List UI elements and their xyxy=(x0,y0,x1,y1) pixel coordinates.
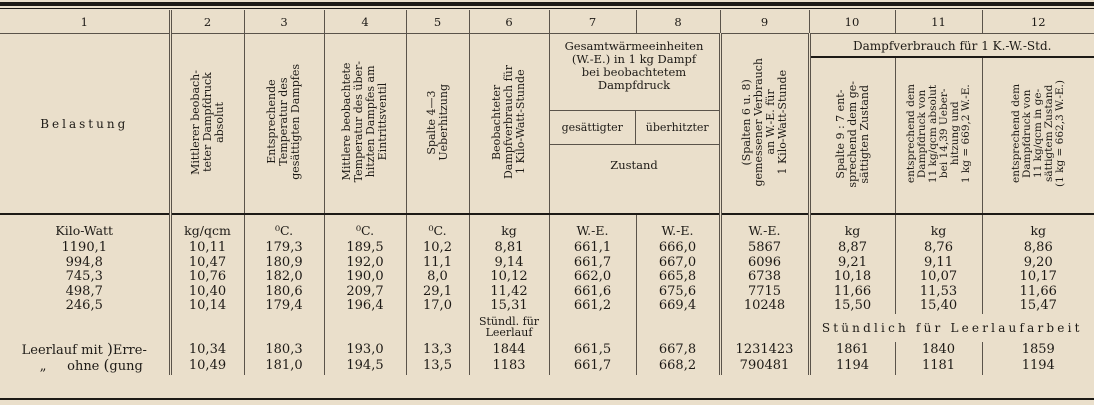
cell: 180,9 xyxy=(244,256,324,271)
cell: 1194 xyxy=(809,358,895,375)
cell: 10,14 xyxy=(170,299,244,314)
cell: 10,47 xyxy=(170,256,244,271)
table-row xyxy=(0,270,1094,285)
colnum-10: 10 xyxy=(809,10,895,34)
cell: 662,0 xyxy=(549,270,636,285)
cell: 1181 xyxy=(895,358,982,375)
colnum-11: 11 xyxy=(895,10,982,34)
cell: 669,4 xyxy=(636,299,720,314)
header-col4-text: Mittlere beobachtete Temperatur des über- hitzten Dampfes am Eintrittsventil xyxy=(340,61,389,183)
cell: 29,1 xyxy=(406,285,469,300)
cell: 6096 xyxy=(720,256,809,271)
cell: 10,18 xyxy=(809,270,895,285)
cell: 1859 xyxy=(982,342,1094,359)
cell: 189,5 xyxy=(324,241,406,256)
cell: 11,1 xyxy=(406,256,469,271)
unit: kg xyxy=(895,214,982,241)
cell: 196,4 xyxy=(324,299,406,314)
header-col1012-text: Dampfverbrauch für 1 K.-W.-Std. xyxy=(853,38,1052,53)
cell: 179,3 xyxy=(244,241,324,256)
cell: 9,20 xyxy=(982,256,1094,271)
cell: 15,31 xyxy=(469,299,549,314)
header-col3 xyxy=(244,34,324,215)
cell: 790481 xyxy=(720,358,809,375)
cell: 179,4 xyxy=(244,299,324,314)
cell: 11,53 xyxy=(895,285,982,300)
cell: 1844 xyxy=(469,342,549,359)
cell: 194,5 xyxy=(324,358,406,375)
colnum-12: 12 xyxy=(982,10,1094,34)
header-col12 xyxy=(982,57,1094,214)
cell: 181,0 xyxy=(244,358,324,375)
cell: 13,5 xyxy=(406,358,469,375)
header-belastung xyxy=(0,34,170,215)
unit: Kilo-Watt xyxy=(55,222,114,238)
cell: 661,1 xyxy=(549,241,636,256)
cell: 661,6 xyxy=(549,285,636,300)
cell: 10,40 xyxy=(170,285,244,300)
header-col9 xyxy=(720,34,809,215)
header-col10-text: Spalte 9 : 7 ent- sprechend dem ge- sättigten Zustand xyxy=(833,80,871,188)
note-col6: Stündl. für Leerlauf xyxy=(469,314,549,342)
belastung-label: Belastung xyxy=(40,117,129,131)
cell: 661,2 xyxy=(549,299,636,314)
cell: 180,3 xyxy=(244,342,324,359)
idle-note-row xyxy=(0,314,1094,342)
cell: 10,49 xyxy=(170,358,244,375)
colnum-7: 7 xyxy=(549,10,636,34)
header-col7-sub: gesättigter xyxy=(561,121,623,134)
cell: 665,8 xyxy=(636,270,720,285)
colnum-4: 4 xyxy=(324,10,406,34)
colnum-3: 3 xyxy=(244,10,324,34)
header-col6 xyxy=(469,34,549,215)
cell: 182,0 xyxy=(244,270,324,285)
cell: 10,2 xyxy=(406,241,469,256)
header-col11-text: entsprechend dem Dampfdruck von 11 kg/qcm absolut bei 14,39 Ueber- hitzung und 1 kg = 669,2 W.-E. xyxy=(904,84,972,184)
table-row xyxy=(0,256,1094,271)
table-row xyxy=(0,299,1094,314)
cell: 8,0 xyxy=(406,270,469,285)
unit: kg xyxy=(809,214,895,241)
cell: 9,14 xyxy=(469,256,549,271)
cell: 11,66 xyxy=(982,285,1094,300)
colnum-1: 1 xyxy=(0,10,170,34)
cell: 1231423 xyxy=(720,342,809,359)
cell: 10,12 xyxy=(469,270,549,285)
cell: 8,81 xyxy=(469,241,549,256)
cell: 193,0 xyxy=(324,342,406,359)
cell: 745,3 xyxy=(65,270,103,284)
cell: 661,5 xyxy=(549,342,636,359)
cell: 17,0 xyxy=(406,299,469,314)
cell: 668,2 xyxy=(636,358,720,375)
cell: 675,6 xyxy=(636,285,720,300)
table-row-idle-without xyxy=(0,358,1094,375)
unit: W.-E. xyxy=(720,214,809,241)
cell: 1840 xyxy=(895,342,982,359)
cell: 8,87 xyxy=(809,241,895,256)
cell: 10248 xyxy=(720,299,809,314)
cell: 246,5 xyxy=(65,299,103,313)
header-col78-group: Gesamtwärmeeinheiten (W.-E.) in 1 kg Dampf bei beobachtetem Dampfdruck xyxy=(564,39,704,92)
header-col3-text: Entsprechende Temperatur des gesättigten Dampfes xyxy=(265,64,302,180)
cell: 667,0 xyxy=(636,256,720,271)
cell: 5867 xyxy=(720,241,809,256)
units-row xyxy=(0,214,1094,241)
unit: ⁰C. xyxy=(324,214,406,241)
cell: 11,42 xyxy=(469,285,549,300)
cell: 15,50 xyxy=(809,299,895,314)
cell: 15,40 xyxy=(895,299,982,314)
cell: 190,0 xyxy=(324,270,406,285)
cell: 666,0 xyxy=(636,241,720,256)
cell: 1861 xyxy=(809,342,895,359)
cell: 10,17 xyxy=(982,270,1094,285)
cell: 661,7 xyxy=(549,256,636,271)
header-col1012-group xyxy=(809,34,1094,58)
cell: 1183 xyxy=(469,358,549,375)
colnum-9: 9 xyxy=(720,10,809,34)
header-zustand: Zustand xyxy=(550,144,719,185)
header-col10 xyxy=(809,57,895,214)
note-leerlaufarbeit: Stündlich für Leerlaufarbeit xyxy=(809,314,1094,342)
colnum-8: 8 xyxy=(636,10,720,34)
header-col6-text: Beobachteter Dampfverbrauch für 1 Kilo-Watt-Stunde xyxy=(490,64,527,179)
unit: kg xyxy=(469,214,549,241)
cell: 667,8 xyxy=(636,342,720,359)
cell: 9,11 xyxy=(895,256,982,271)
cell: 8,76 xyxy=(895,241,982,256)
header-row-top xyxy=(0,34,1094,58)
cell: 11,66 xyxy=(809,285,895,300)
colnum-5: 5 xyxy=(406,10,469,34)
header-col5 xyxy=(406,34,469,215)
cell: 13,3 xyxy=(406,342,469,359)
cell: 8,86 xyxy=(982,241,1094,256)
unit: ⁰C. xyxy=(406,214,469,241)
cell: 10,11 xyxy=(170,241,244,256)
cell: 498,7 xyxy=(65,284,103,299)
unit: kg xyxy=(982,214,1094,241)
cell: 180,6 xyxy=(244,285,324,300)
header-col11 xyxy=(895,57,982,214)
cell: 7715 xyxy=(720,285,809,300)
column-number-row xyxy=(0,10,1094,34)
cell: 15,47 xyxy=(982,299,1094,314)
header-col12-text: entsprechend dem Dampfdruck von 11 kg/qcm in ge- sättigtem Zustand (1 kg = 662,3 W.-E.) xyxy=(1009,80,1066,188)
cell: 10,07 xyxy=(895,270,982,285)
colnum-6: 6 xyxy=(469,10,549,34)
unit: W.-E. xyxy=(636,214,720,241)
cell: 1194 xyxy=(982,358,1094,375)
unit: kg/qcm xyxy=(170,214,244,241)
cell: 9,21 xyxy=(809,256,895,271)
header-col8-sub: überhitzter xyxy=(635,111,719,144)
header-col78 xyxy=(549,34,720,215)
cell: 6738 xyxy=(720,270,809,285)
top-rule-thin xyxy=(0,8,1094,9)
cell: 10,34 xyxy=(170,342,244,359)
idle-label-with: Leerlauf mit )Erre- xyxy=(21,341,147,358)
cell: 209,7 xyxy=(324,285,406,300)
cell: 192,0 xyxy=(324,256,406,271)
bottom-rule xyxy=(0,398,1094,400)
cell: 994,8 xyxy=(65,255,103,270)
header-col2-text: Mittlerer beobach- teter Dampfdruck absolut xyxy=(188,69,226,175)
unit: ⁰C. xyxy=(244,214,324,241)
cell: 1190,1 xyxy=(61,241,107,255)
idle-label-without: „ ohne (gung xyxy=(39,358,143,374)
unit: W.-E. xyxy=(549,214,636,241)
cell: 661,7 xyxy=(549,358,636,375)
header-col5-text: Spalte 4—3 Ueberhitzung xyxy=(424,83,450,161)
header-col2 xyxy=(170,34,244,215)
header-col4 xyxy=(324,34,406,215)
colnum-2: 2 xyxy=(170,10,244,34)
steam-consumption-table xyxy=(0,10,1094,375)
table-row-idle-with xyxy=(0,342,1094,359)
cell: 10,76 xyxy=(170,270,244,285)
table-row xyxy=(0,285,1094,300)
table-row xyxy=(0,241,1094,256)
top-rule xyxy=(0,2,1094,6)
header-col9-text: (Spalten 6 u. 8) gemessener Verbrauch an W.-E. für 1 Kilo-Watt-Stunde xyxy=(739,57,789,187)
